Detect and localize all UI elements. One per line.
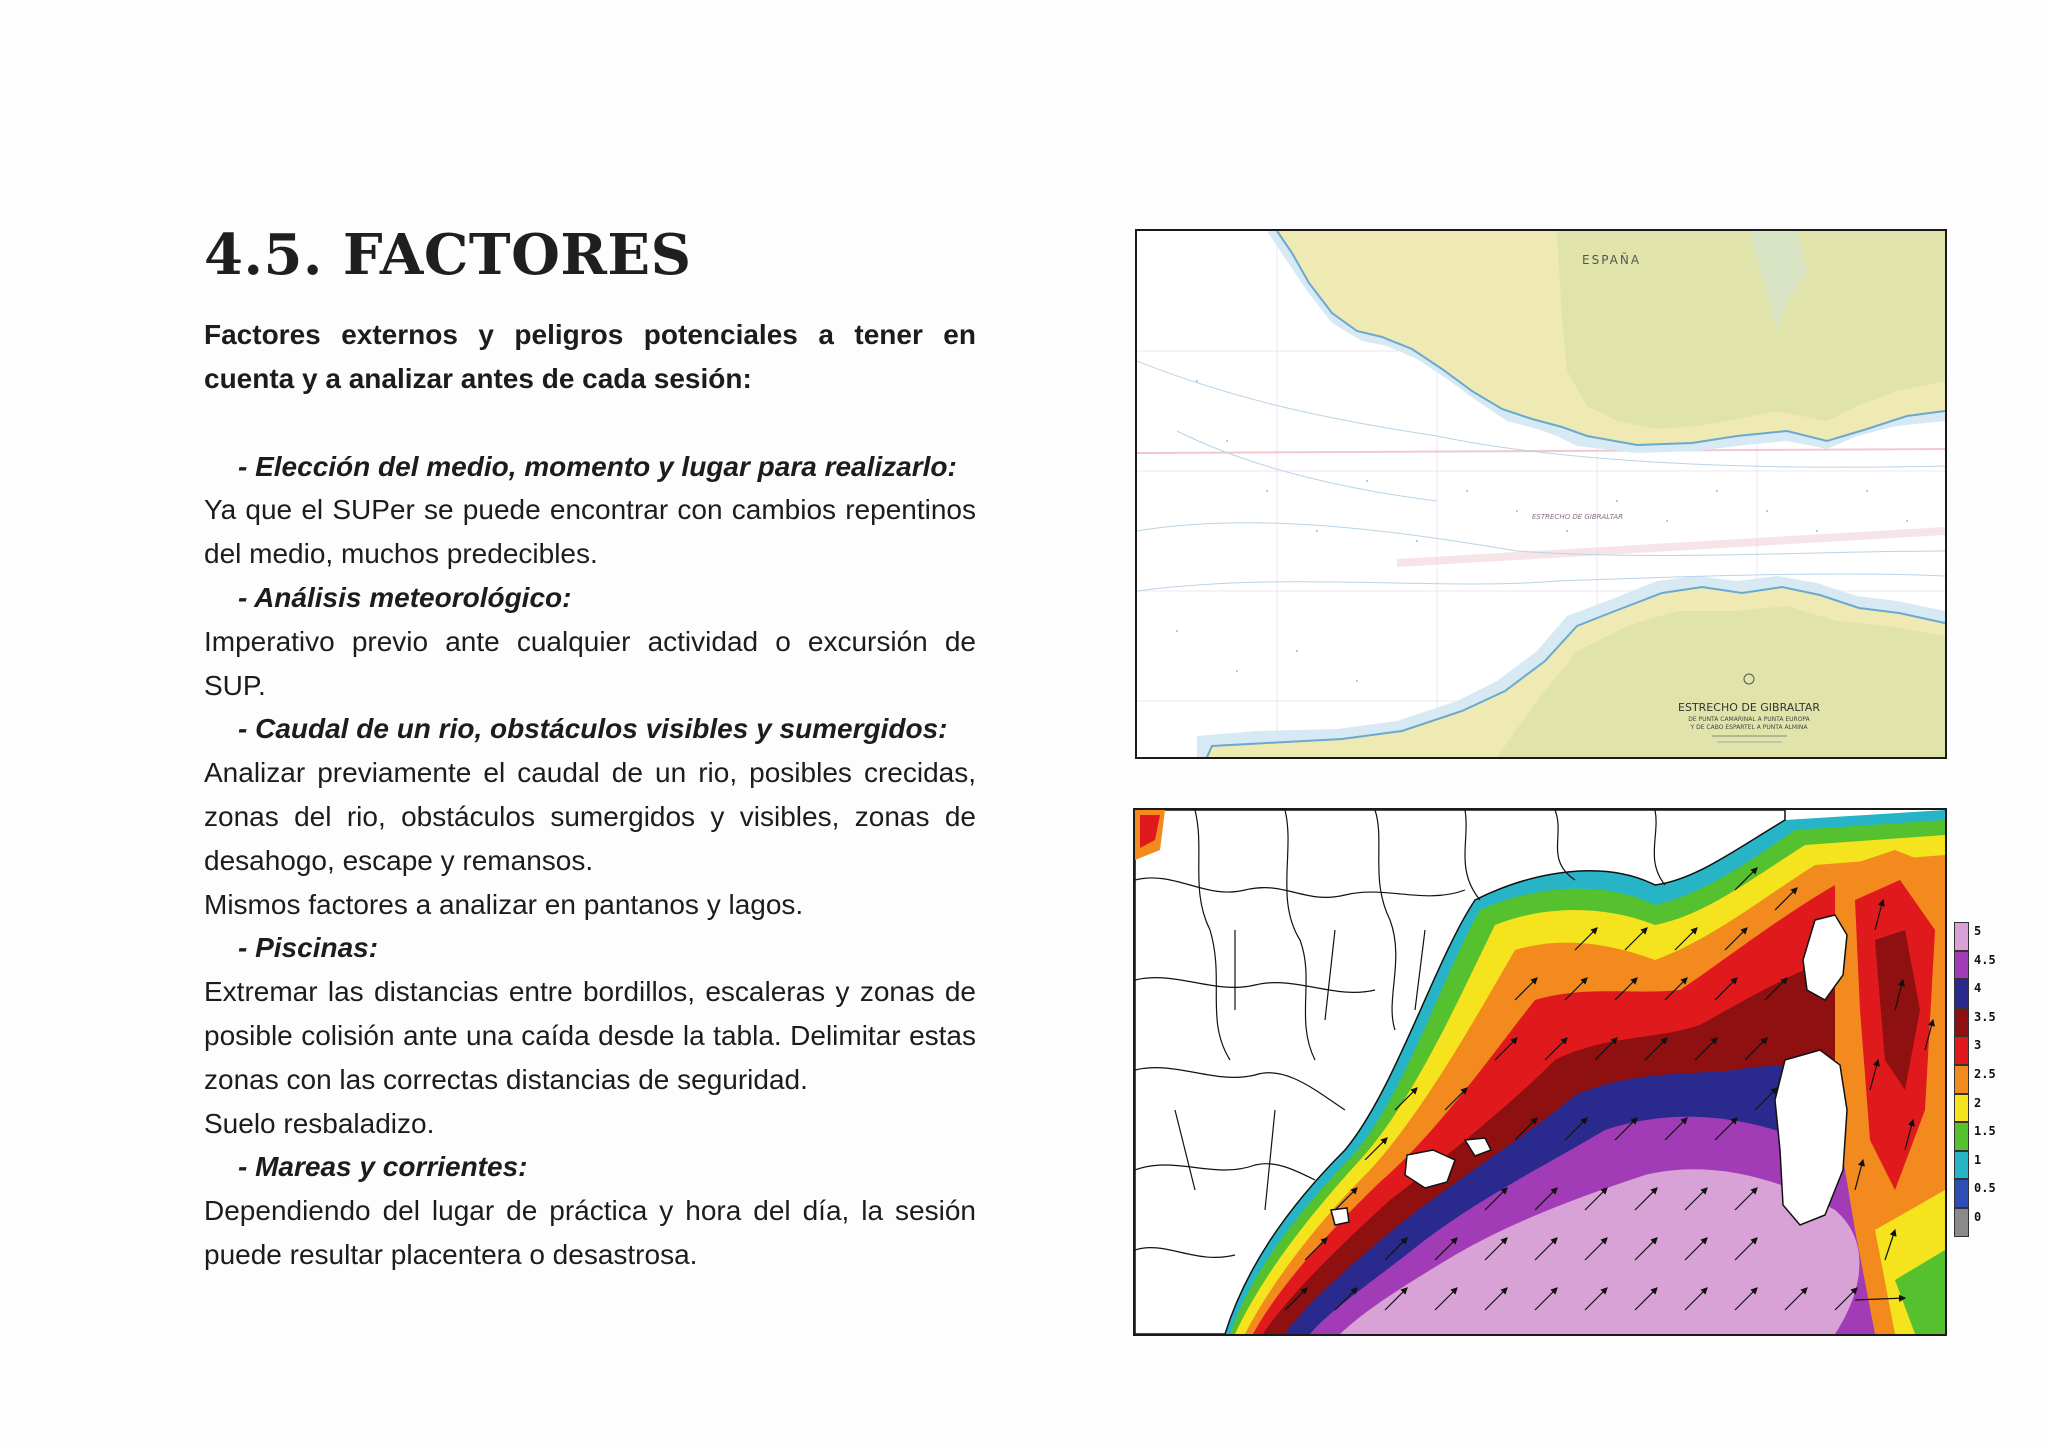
page-title: 4.5. FACTORES — [204, 222, 692, 288]
section-text-piscinas-2: Suelo resbaladizo. — [204, 1107, 435, 1139]
chart-strait-label: ESTRECHO DE GIBRALTAR — [1532, 513, 1624, 521]
legend-label: 2 — [1974, 1095, 1982, 1110]
legend-swatch — [1954, 951, 1969, 980]
section-heading-piscinas: - Piscinas: — [238, 932, 379, 964]
legend-swatch — [1954, 1036, 1969, 1065]
intro-text: Factores externos y peligros potenciales a tener en cuenta y a analizar antes de cada sesión: — [204, 319, 976, 394]
section-text-caudal: Analizar previamente el caudal de un rio, posibles crecidas, zonas del rio, obstáculos sumergidos y visibles, zonas de desahogo, escape y remansos. — [204, 757, 976, 876]
section-heading-meteorologico: - Análisis meteorológico: — [238, 581, 572, 613]
nautical-chart-figure — [1135, 229, 1947, 759]
legend-swatch — [1954, 1065, 1969, 1094]
spacer — [204, 401, 976, 445]
cartouche-line-2: Y DE CABO ESPARTEL A PUNTA ALMINA — [1690, 724, 1808, 731]
section-text-piscinas: Extremar las distancias entre bordillos, escaleras y zonas de posible colisión ante una caída desde la tabla. Delimitar estas zonas con las correctas distancias de seguridad. — [204, 976, 976, 1095]
legend-swatch — [1954, 1208, 1969, 1237]
legend-swatch — [1954, 1094, 1969, 1123]
section-heading-caudal: - Caudal de un rio, obstáculos visibles y sumergidos: — [238, 713, 948, 745]
section-text-medio: Ya que el SUPer se puede encontrar con cambios repentinos del medio, muchos predecibles. — [204, 494, 976, 570]
legend-swatch — [1954, 1151, 1969, 1180]
legend-swatch — [1954, 922, 1969, 951]
chart-country-label: ESPAÑA — [1582, 253, 1642, 267]
legend-swatch — [1954, 1008, 1969, 1037]
legend-label: 0 — [1974, 1210, 1982, 1224]
cartouche-title: ESTRECHO DE GIBRALTAR — [1678, 701, 1820, 714]
legend-label: 1 — [1974, 1152, 1982, 1167]
legend-label: 1.5 — [1974, 1124, 1996, 1139]
section-text-mareas: Dependiendo del lugar de práctica y hora del día, la sesión puede resultar placentera o desastrosa. — [204, 1195, 976, 1270]
nautical-chart-image — [1137, 231, 1945, 757]
wave-forecast-map — [1135, 810, 1945, 1334]
legend-label: 0.5 — [1974, 1181, 1996, 1196]
legend-label: 3 — [1974, 1038, 1982, 1053]
legend-label: 2.5 — [1974, 1067, 1996, 1081]
wave-forecast-figure — [1133, 808, 1947, 1336]
section-heading-mareas: - Mareas y corrientes: — [238, 1151, 528, 1183]
legend-swatch — [1954, 1179, 1969, 1208]
legend-label: 3.5 — [1974, 1009, 1996, 1024]
legend-label: 4.5 — [1974, 952, 1996, 967]
legend-label: 5 — [1974, 924, 1982, 938]
cartouche-line-1: DE PUNTA CAMARINAL A PUNTA EUROPA — [1688, 716, 1810, 723]
section-text-meteorologico: Imperativo previo ante cualquier actividad o excursión de SUP. — [204, 625, 976, 701]
legend-swatch — [1954, 1122, 1969, 1151]
legend-label: 4 — [1974, 981, 1982, 996]
section-text-caudal-2: Mismos factores a analizar en pantanos y lagos. — [204, 888, 804, 920]
legend-swatch — [1954, 979, 1969, 1008]
text-column — [204, 313, 976, 1277]
section-heading-medio: - Elección del medio, momento y lugar para realizarlo: — [238, 450, 957, 482]
